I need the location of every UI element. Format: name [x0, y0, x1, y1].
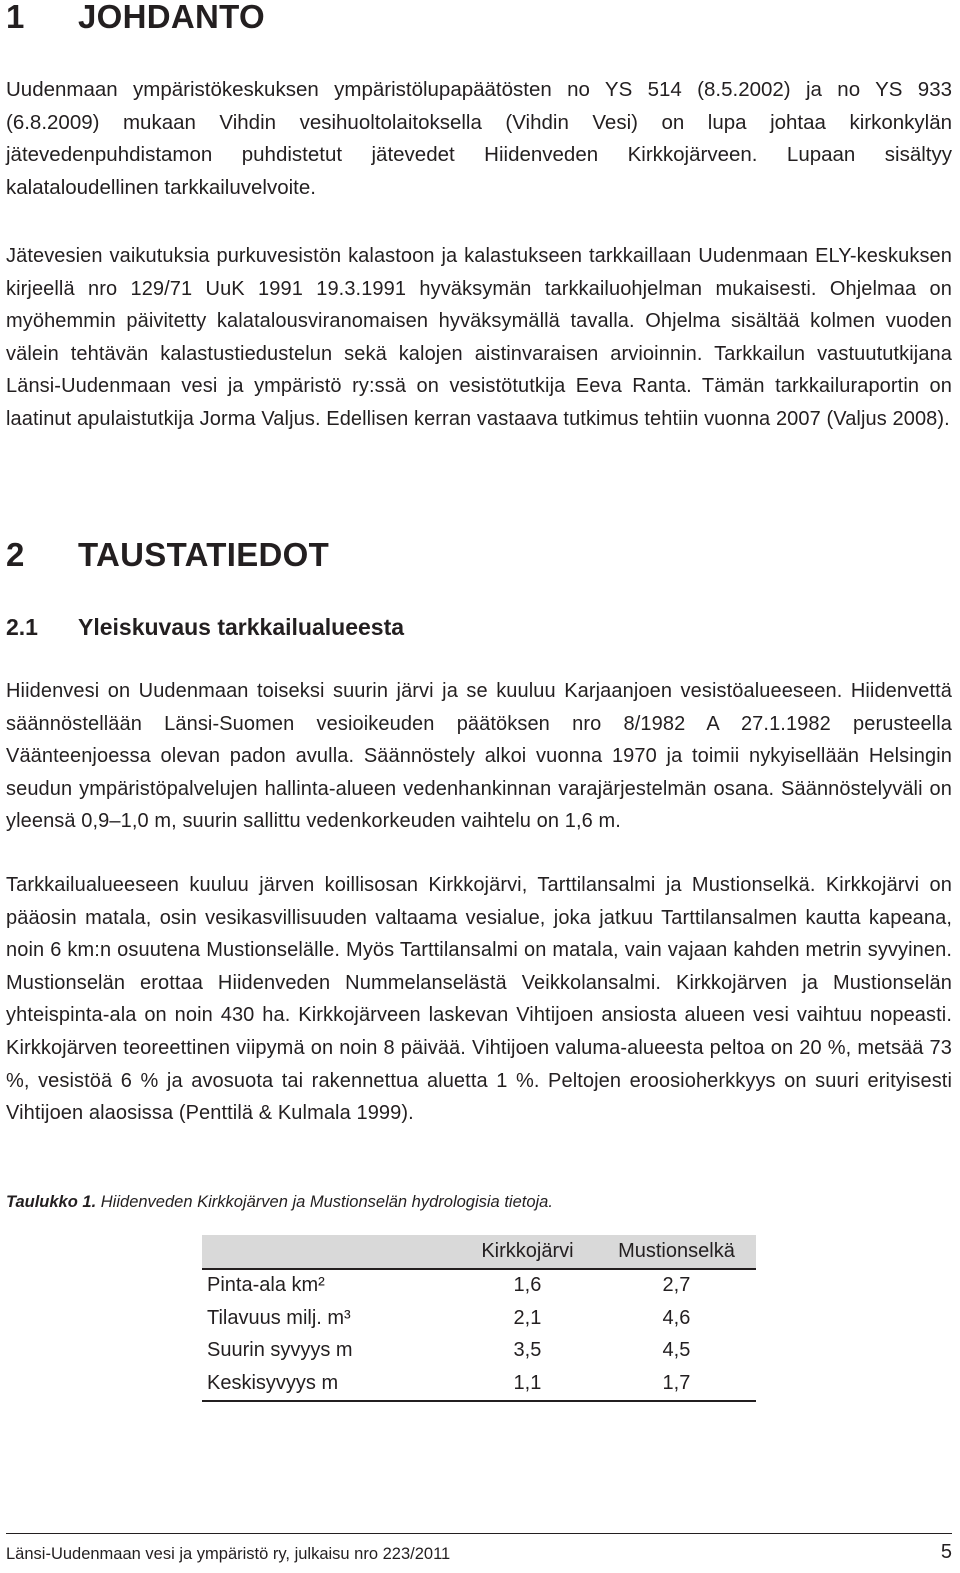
- footer-publisher: Länsi-Uudenmaan vesi ja ympäristö ry, julkaisu nro 223/2011: [6, 1545, 451, 1563]
- table-cell: 4,6: [662, 1306, 691, 1329]
- section-title: TAUSTATIEDOT: [78, 536, 330, 573]
- section-number: 1: [6, 0, 25, 35]
- hydrology-table: [202, 1235, 756, 1402]
- paragraph-overview-1: Hiidenvesi on Uudenmaan toiseksi suurin järvi ja se kuuluu Karjaanjoen vesistöalueeseen. Hiidenvettä säännöstellään Länsi-Suomen vesioikeuden päätöksen nro 8/1982 A 27.1.1982 perusteella Väänteenjoessa olevan padon avulla. Säännöstely alkoi vuonna 1970 ja toimii nykyisellään Helsingin seudun ympäristöpalvelujen hallinta-alueen vedenhankinnan varajärjestelmän osana. Säännöstelyväli on yleensä 0,9–1,0 m, suurin sallittu vedenkorkeuden vaihtelu on 1,6 m.: [6, 680, 952, 833]
- table-header-cell: Mustionselkä: [597, 1235, 756, 1269]
- table-header-cell: [202, 1235, 458, 1269]
- paragraph-intro-2: Jätevesien vaikutuksia purkuvesistön kalastoon ja kalastukseen tarkkaillaan Uudenmaan ELY-keskuksen kirjeellä nro 129/71 UuK 1991 19.3.1991 hyväksymän tarkkailuohjelman mukaisesti. Ohjelmaa on myöhemmin päivitetty kalatalousviranomaisen hyväksymällä tavalla. Ohjelma sisältää kolmen vuoden välein tehtävän kalastustiedustelun sekä kalojen aistinvaraisen arvioinnin. Tarkkailun vastuututkijana Länsi-Uudenmaan vesi ja ympäristö ry:ssä on vesistötutkija Eeva Ranta. Tämän tarkkailuraportin on laatinut apulaistutkija Jorma Valjus. Edellisen kerran vastaava tutkimus tehtiin vuonna 2007 (Valjus 2008).: [6, 245, 952, 430]
- section-number: 2: [6, 536, 25, 573]
- table-row: [202, 1335, 756, 1368]
- section-number: 2.1: [6, 614, 38, 640]
- footer-divider: [6, 1533, 952, 1534]
- table-caption-label: Taulukko 1.: [6, 1193, 97, 1211]
- section-2-1-heading: [6, 614, 404, 641]
- table-cell: 2,7: [662, 1274, 691, 1297]
- paragraph-intro-1: Uudenmaan ympäristökeskuksen ympäristölupapäätösten no YS 514 (8.5.2002) ja no YS 933 (6.8.2009) mukaan Vihdin vesihuoltolaitoksella (Vihdin Vesi) on lupa johtaa kirkonkylän jätevedenpuhdistamon puhdistetut jätevedet Hiidenveden Kirkkojärveen. Lupaan sisältyy kalataloudellinen tarkkailuvelvoite.: [6, 78, 952, 199]
- table-cell: Pinta-ala km²: [207, 1274, 325, 1297]
- table-row: [202, 1367, 756, 1401]
- section-1-heading: [6, 0, 265, 36]
- table-cell: 4,5: [662, 1339, 691, 1362]
- table-cell: 1,7: [597, 1367, 756, 1401]
- table-header-cell: Kirkkojärvi: [458, 1235, 597, 1269]
- table-cell: Suurin syvyys m: [207, 1339, 353, 1362]
- table-row: [202, 1269, 756, 1303]
- table-header-row: [202, 1235, 756, 1269]
- table-cell: Keskisyvyys m: [202, 1367, 458, 1401]
- table-caption-text: Hiidenveden Kirkkojärven ja Mustionselän hydrologisia tietoja.: [100, 1193, 553, 1211]
- table-caption: [6, 1193, 553, 1212]
- section-title: Yleiskuvaus tarkkailualueesta: [78, 614, 405, 640]
- table-cell: 1,6: [513, 1274, 542, 1297]
- table-row: [202, 1302, 756, 1335]
- section-title: JOHDANTO: [78, 0, 265, 35]
- table-cell: Tilavuus milj. m³: [207, 1306, 351, 1329]
- table-cell: 3,5: [513, 1339, 542, 1362]
- table-cell: 2,1: [513, 1306, 542, 1329]
- section-2-heading: [6, 536, 329, 574]
- page-number: 5: [940, 1541, 952, 1563]
- table-cell: 1,1: [458, 1367, 597, 1401]
- paragraph-overview-2: Tarkkailualueeseen kuuluu järven koillisosan Kirkkojärvi, Tarttilansalmi ja Mustionselkä. Kirkkojärvi on pääosin matala, osin vesikasvillisuuden valtaama vesialue, joka jatkuu Tarttilansalmen kautta kapeana, noin 6 km:n osuutena Mustionselälle. Myös Tarttilansalmi on matala, vain vajaan kahden metrin syvyinen. Mustionselän erottaa Hiidenveden Nummelanselästä Veikkolansalmi. Kirkkojärven ja Mustionselän yhteispinta-ala on noin 430 ha. Kirkkojärveen laskevan Vihtijoen ansiosta alueen vesi vaihtuu nopeasti. Kirkkojärven teoreettinen viipymä on noin 8 päivää. Vihtijoen valuma-alueesta peltoa on 20 %, metsää 73 %, vesistöä 6 % ja avosuota tai rakennettua aluetta 1 %. Peltojen eroosioherkkyys on suuri erityisesti Vihtijoen alaosissa (Penttilä & Kulmala 1999).: [6, 874, 952, 1125]
